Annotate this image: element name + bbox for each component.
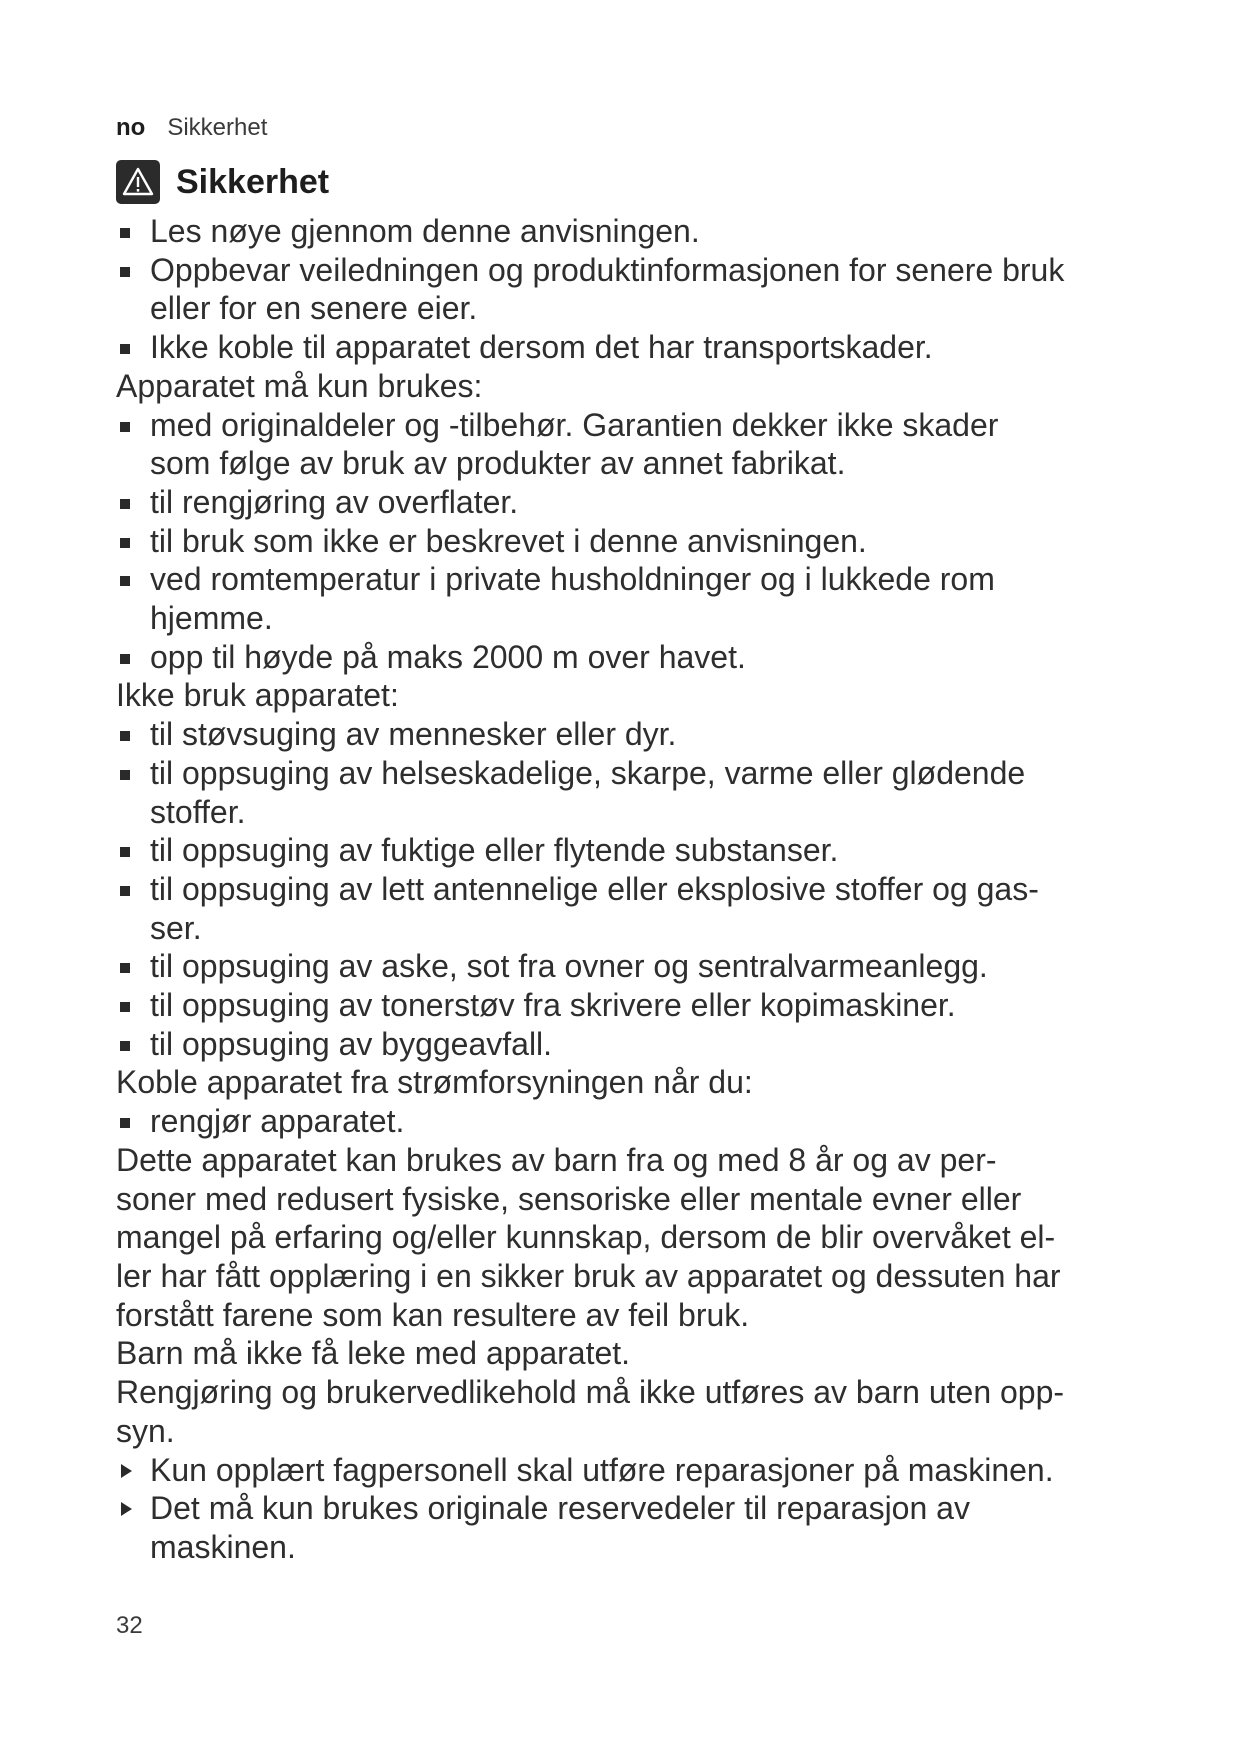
list-item-text: Det må kun brukes originale reservedeler til reparasjon av: [150, 1490, 970, 1527]
square-bullet-icon: [116, 754, 150, 793]
paragraph-line: forstått farene som kan resultere av feil bruk.: [116, 1296, 750, 1333]
triangle-arrow-icon: [116, 1451, 150, 1490]
square-bullet-icon: [116, 947, 150, 986]
list-item-text: til oppsuging av aske, sot fra ovner og sentralvarmeanlegg.: [150, 948, 988, 985]
list-item-continuation: [116, 289, 1166, 328]
list-item-text: til oppsuging av tonerstøv fra skrivere eller kopimaskiner.: [150, 987, 956, 1024]
paragraph-line: mangel på erfaring og/eller kunnskap, dersom de blir overvåket el-: [116, 1219, 1056, 1256]
list-item-text: rengjør apparatet.: [150, 1103, 405, 1140]
square-bullet-icon: [116, 560, 150, 599]
square-bullet-icon: [116, 1102, 150, 1141]
list-item-text: til støvsuging av mennesker eller dyr.: [150, 716, 677, 753]
list-item: [116, 754, 1166, 793]
square-bullet-icon: [116, 522, 150, 561]
list-item-text: eller for en senere eier.: [150, 290, 478, 327]
list-item-text: med originaldeler og -tilbehør. Garantien dekker ikke skader: [150, 406, 999, 443]
list-item: [116, 212, 1166, 251]
page-number: 32: [116, 1612, 143, 1639]
list-item: [116, 638, 1166, 677]
list-item: [116, 1102, 1166, 1141]
list-item-text: maskinen.: [150, 1528, 296, 1565]
list-item-text: stoffer.: [150, 793, 246, 830]
list-item: [116, 1489, 1166, 1528]
safety-text-body: [116, 212, 1166, 1567]
square-bullet-icon: [116, 831, 150, 870]
triangle-arrow-icon: [116, 1489, 150, 1528]
paragraph-line: Apparatet må kun brukes:: [116, 367, 483, 404]
list-item: [116, 1025, 1166, 1064]
list-item-text: til oppsuging av byggeavfall.: [150, 1025, 553, 1062]
square-bullet-icon: [116, 1025, 150, 1064]
list-item-text: Ikke koble til apparatet dersom det har transportskader.: [150, 329, 933, 366]
list-item-continuation: [116, 1528, 1166, 1567]
list-item-text: som følge av bruk av produkter av annet fabrikat.: [150, 445, 846, 482]
list-item-text: ser.: [150, 909, 202, 946]
list-item-continuation: [116, 793, 1166, 832]
paragraph-line: Koble apparatet fra strømforsyningen når du:: [116, 1064, 753, 1101]
list-item: [116, 1451, 1166, 1490]
paragraph-line: Dette apparatet kan brukes av barn fra og med 8 år og av per-: [116, 1141, 997, 1178]
square-bullet-icon: [116, 870, 150, 909]
list-item-text: hjemme.: [150, 600, 273, 637]
list-item: [116, 522, 1166, 561]
list-item-text: Oppbevar veiledningen og produktinformasjonen for senere bruk: [150, 251, 1065, 288]
page-title: Sikkerhet: [176, 162, 330, 201]
list-item: [116, 560, 1166, 599]
paragraph-line: soner med redusert fysiske, sensoriske eller mentale evner eller: [116, 1180, 1022, 1217]
square-bullet-icon: [116, 986, 150, 1025]
square-bullet-icon: [116, 251, 150, 290]
list-item: [116, 870, 1166, 909]
list-item-continuation: [116, 599, 1166, 638]
list-item: [116, 986, 1166, 1025]
list-item: [116, 328, 1166, 367]
paragraph-line: ler har fått opplæring i en sikker bruk av apparatet og dessuten har: [116, 1257, 1061, 1294]
warning-triangle-icon: [116, 160, 160, 204]
list-item-text: opp til høyde på maks 2000 m over havet.: [150, 638, 746, 675]
header-section-title: Sikkerhet: [167, 114, 268, 141]
list-item: [116, 831, 1166, 870]
list-item-text: til oppsuging av helseskadelige, skarpe, varme eller glødende: [150, 754, 1026, 791]
square-bullet-icon: [116, 212, 150, 251]
paragraph-line: Ikke bruk apparatet:: [116, 677, 399, 714]
list-item: [116, 251, 1166, 290]
language-code: no: [116, 114, 146, 141]
paragraph-line: Barn må ikke få leke med apparatet.: [116, 1335, 631, 1372]
list-item-text: Kun opplært fagpersonell skal utføre reparasjoner på maskinen.: [150, 1451, 1054, 1488]
square-bullet-icon: [116, 638, 150, 677]
list-item-text: til bruk som ikke er beskrevet i denne anvisningen.: [150, 522, 867, 559]
running-header: [116, 114, 267, 142]
list-item-text: ved romtemperatur i private husholdninger og i lukkede rom: [150, 561, 995, 598]
list-item-text: til oppsuging av lett antennelige eller eksplosive stoffer og gas-: [150, 870, 1039, 907]
square-bullet-icon: [116, 406, 150, 445]
list-item: [116, 715, 1166, 754]
square-bullet-icon: [116, 483, 150, 522]
list-item-text: til oppsuging av fuktige eller flytende substanser.: [150, 832, 839, 869]
section-heading: [116, 160, 329, 204]
paragraph-line: syn.: [116, 1412, 175, 1449]
paragraph-line: Rengjøring og brukervedlikehold må ikke utføres av barn uten opp-: [116, 1374, 1065, 1411]
square-bullet-icon: [116, 715, 150, 754]
list-item: [116, 483, 1166, 522]
list-item-continuation: [116, 444, 1166, 483]
list-item-text: Les nøye gjennom denne anvisningen.: [150, 213, 700, 249]
list-item-text: til rengjøring av overflater.: [150, 483, 519, 520]
list-item-continuation: [116, 909, 1166, 948]
list-item: [116, 947, 1166, 986]
square-bullet-icon: [116, 328, 150, 367]
list-item: [116, 406, 1166, 445]
